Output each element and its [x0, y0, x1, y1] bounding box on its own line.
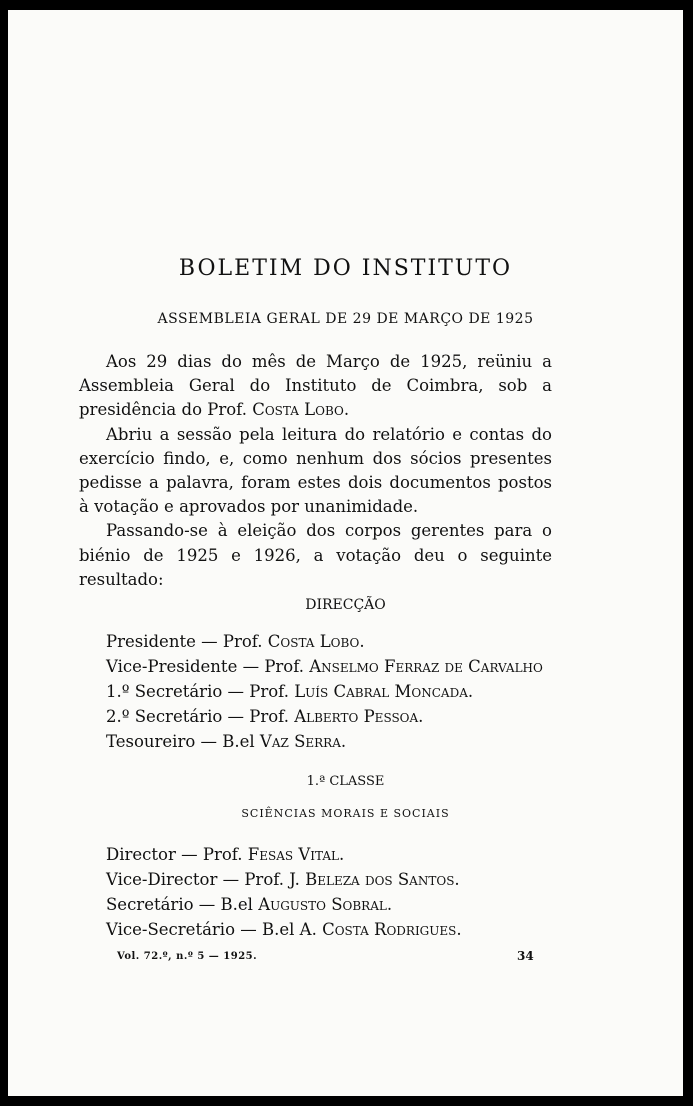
- direccao-list: [106, 629, 543, 754]
- list-item: Secretário — B.el Augusto Sobral.: [106, 895, 393, 914]
- list-item: Tesoureiro — B.el Vaz Serra.: [106, 732, 347, 751]
- list-item: 2.º Secretário — Prof. Alberto Pessoa.: [106, 707, 424, 726]
- paragraph-3: Passando-se à eleição dos corpos gerentes para o biénio de 1925 e 1926, a votação deu o seguinte resultado:: [79, 521, 552, 589]
- classe-list: [106, 842, 462, 942]
- list-item: Presidente — Prof. Costa Lobo.: [106, 632, 365, 651]
- body-text: [79, 350, 552, 592]
- page-number: 34: [517, 949, 534, 963]
- page-title: BOLETIM DO INSTITUTO: [178, 256, 513, 281]
- document-page: [8, 10, 683, 1096]
- list-item: Vice-Secretário — B.el A. Costa Rodrigues.: [106, 920, 462, 939]
- paragraph-2: Abriu a sessão pela leitura do relatório e contas do exercício findo, e, como nenhum dos sócios presentes pedisse a palavra, foram estes dois documentos postos à votação e aprovados por unanimidade.: [79, 424, 552, 517]
- list-item: Vice-Director — Prof. J. Beleza dos Santos.: [106, 870, 460, 889]
- assembly-subtitle: ASSEMBLEIA GERAL DE 29 DE MARÇO DE 1925: [157, 311, 534, 327]
- classe-heading: 1.ª CLASSE: [306, 774, 385, 789]
- classe-subheading: SCIÊNCIAS MORAIS E SOCIAIS: [241, 807, 450, 820]
- list-item: Director — Prof. Fesas Vital.: [106, 845, 345, 864]
- list-item: 1.º Secretário — Prof. Luís Cabral Moncada.: [106, 682, 474, 701]
- president-name: Costa Lobo.: [252, 400, 350, 420]
- paragraph-1: Aos 29 dias do mês de Março de 1925, reüniu a Assembleia Geral do Instituto de Coimbra, sob a presidência do Prof. Costa Lobo.: [79, 352, 552, 420]
- volume-footer: Vol. 72.º, n.º 5 — 1925.: [117, 951, 258, 962]
- list-item: Vice-Presidente — Prof. Anselmo Ferraz de Carvalho: [106, 657, 543, 676]
- direccao-heading: DIRECÇÃO: [305, 597, 386, 613]
